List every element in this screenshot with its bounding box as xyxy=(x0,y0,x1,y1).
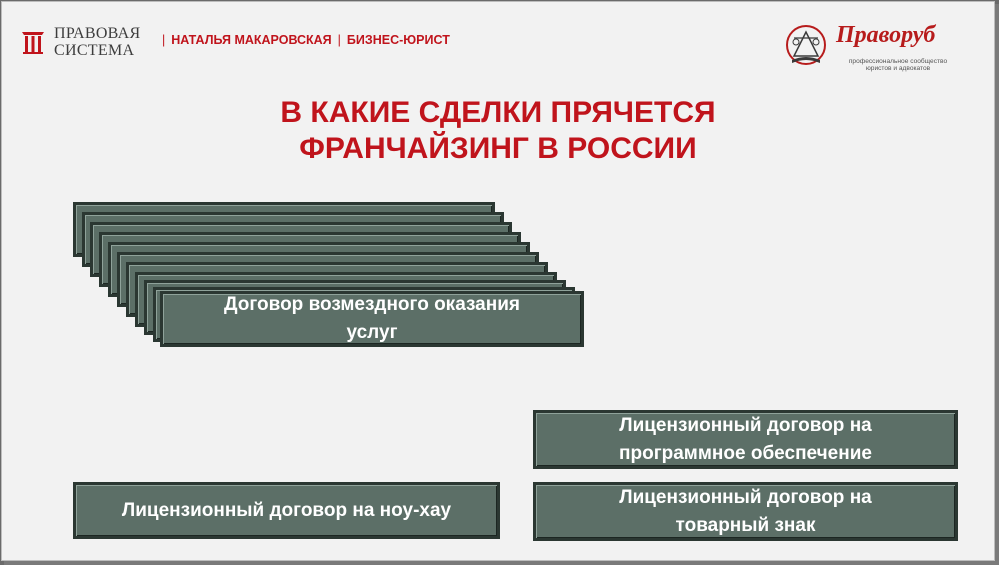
card-text-line-2: услуг xyxy=(346,322,398,343)
partner-tagline xyxy=(838,58,958,72)
brand-name xyxy=(54,25,140,59)
card-text: Лицензионный договор на ноу-хау xyxy=(121,499,452,521)
card-trademark-license xyxy=(533,482,958,541)
separator: | xyxy=(337,33,341,47)
title-line-2: ФРАНЧАЙЗИНГ В РОССИИ xyxy=(299,132,697,165)
card-text-line-1: Лицензионный договор на xyxy=(619,414,872,436)
header-author-line xyxy=(162,33,450,47)
card-text-line-1: Договор возмездного оказания xyxy=(224,294,520,315)
card-software-license xyxy=(533,410,958,469)
pillar-logo-icon xyxy=(20,29,46,55)
brand-line-1: ПРАВОВАЯ xyxy=(54,25,141,42)
card-text-line-1: Лицензионный договор на xyxy=(619,486,872,508)
title-line-1: В КАКИЕ СДЕЛКИ ПРЯЧЕТСЯ xyxy=(280,96,716,129)
partner-logo-name: Праворуб xyxy=(836,22,936,48)
separator: | xyxy=(162,33,166,47)
partner-tagline-line-2: юристов и адвокатов xyxy=(865,65,931,72)
slide xyxy=(1,1,995,561)
partner-tagline-line-1: профессиональное сообщество xyxy=(848,58,948,65)
card-service-agreement xyxy=(160,291,584,347)
author-role: БИЗНЕС-ЮРИСТ xyxy=(346,33,450,47)
brand-line-2: СИСТЕМА xyxy=(54,42,135,59)
card-text-line-2: программное обеспечение xyxy=(619,442,872,464)
author-name: НАТАЛЬЯ МАКАРОВСКАЯ xyxy=(171,33,332,47)
card-text-line-2: товарный знак xyxy=(675,514,816,536)
scales-emblem-icon xyxy=(782,24,832,70)
card-knowhow-license xyxy=(73,482,500,539)
slide-title xyxy=(2,95,994,167)
